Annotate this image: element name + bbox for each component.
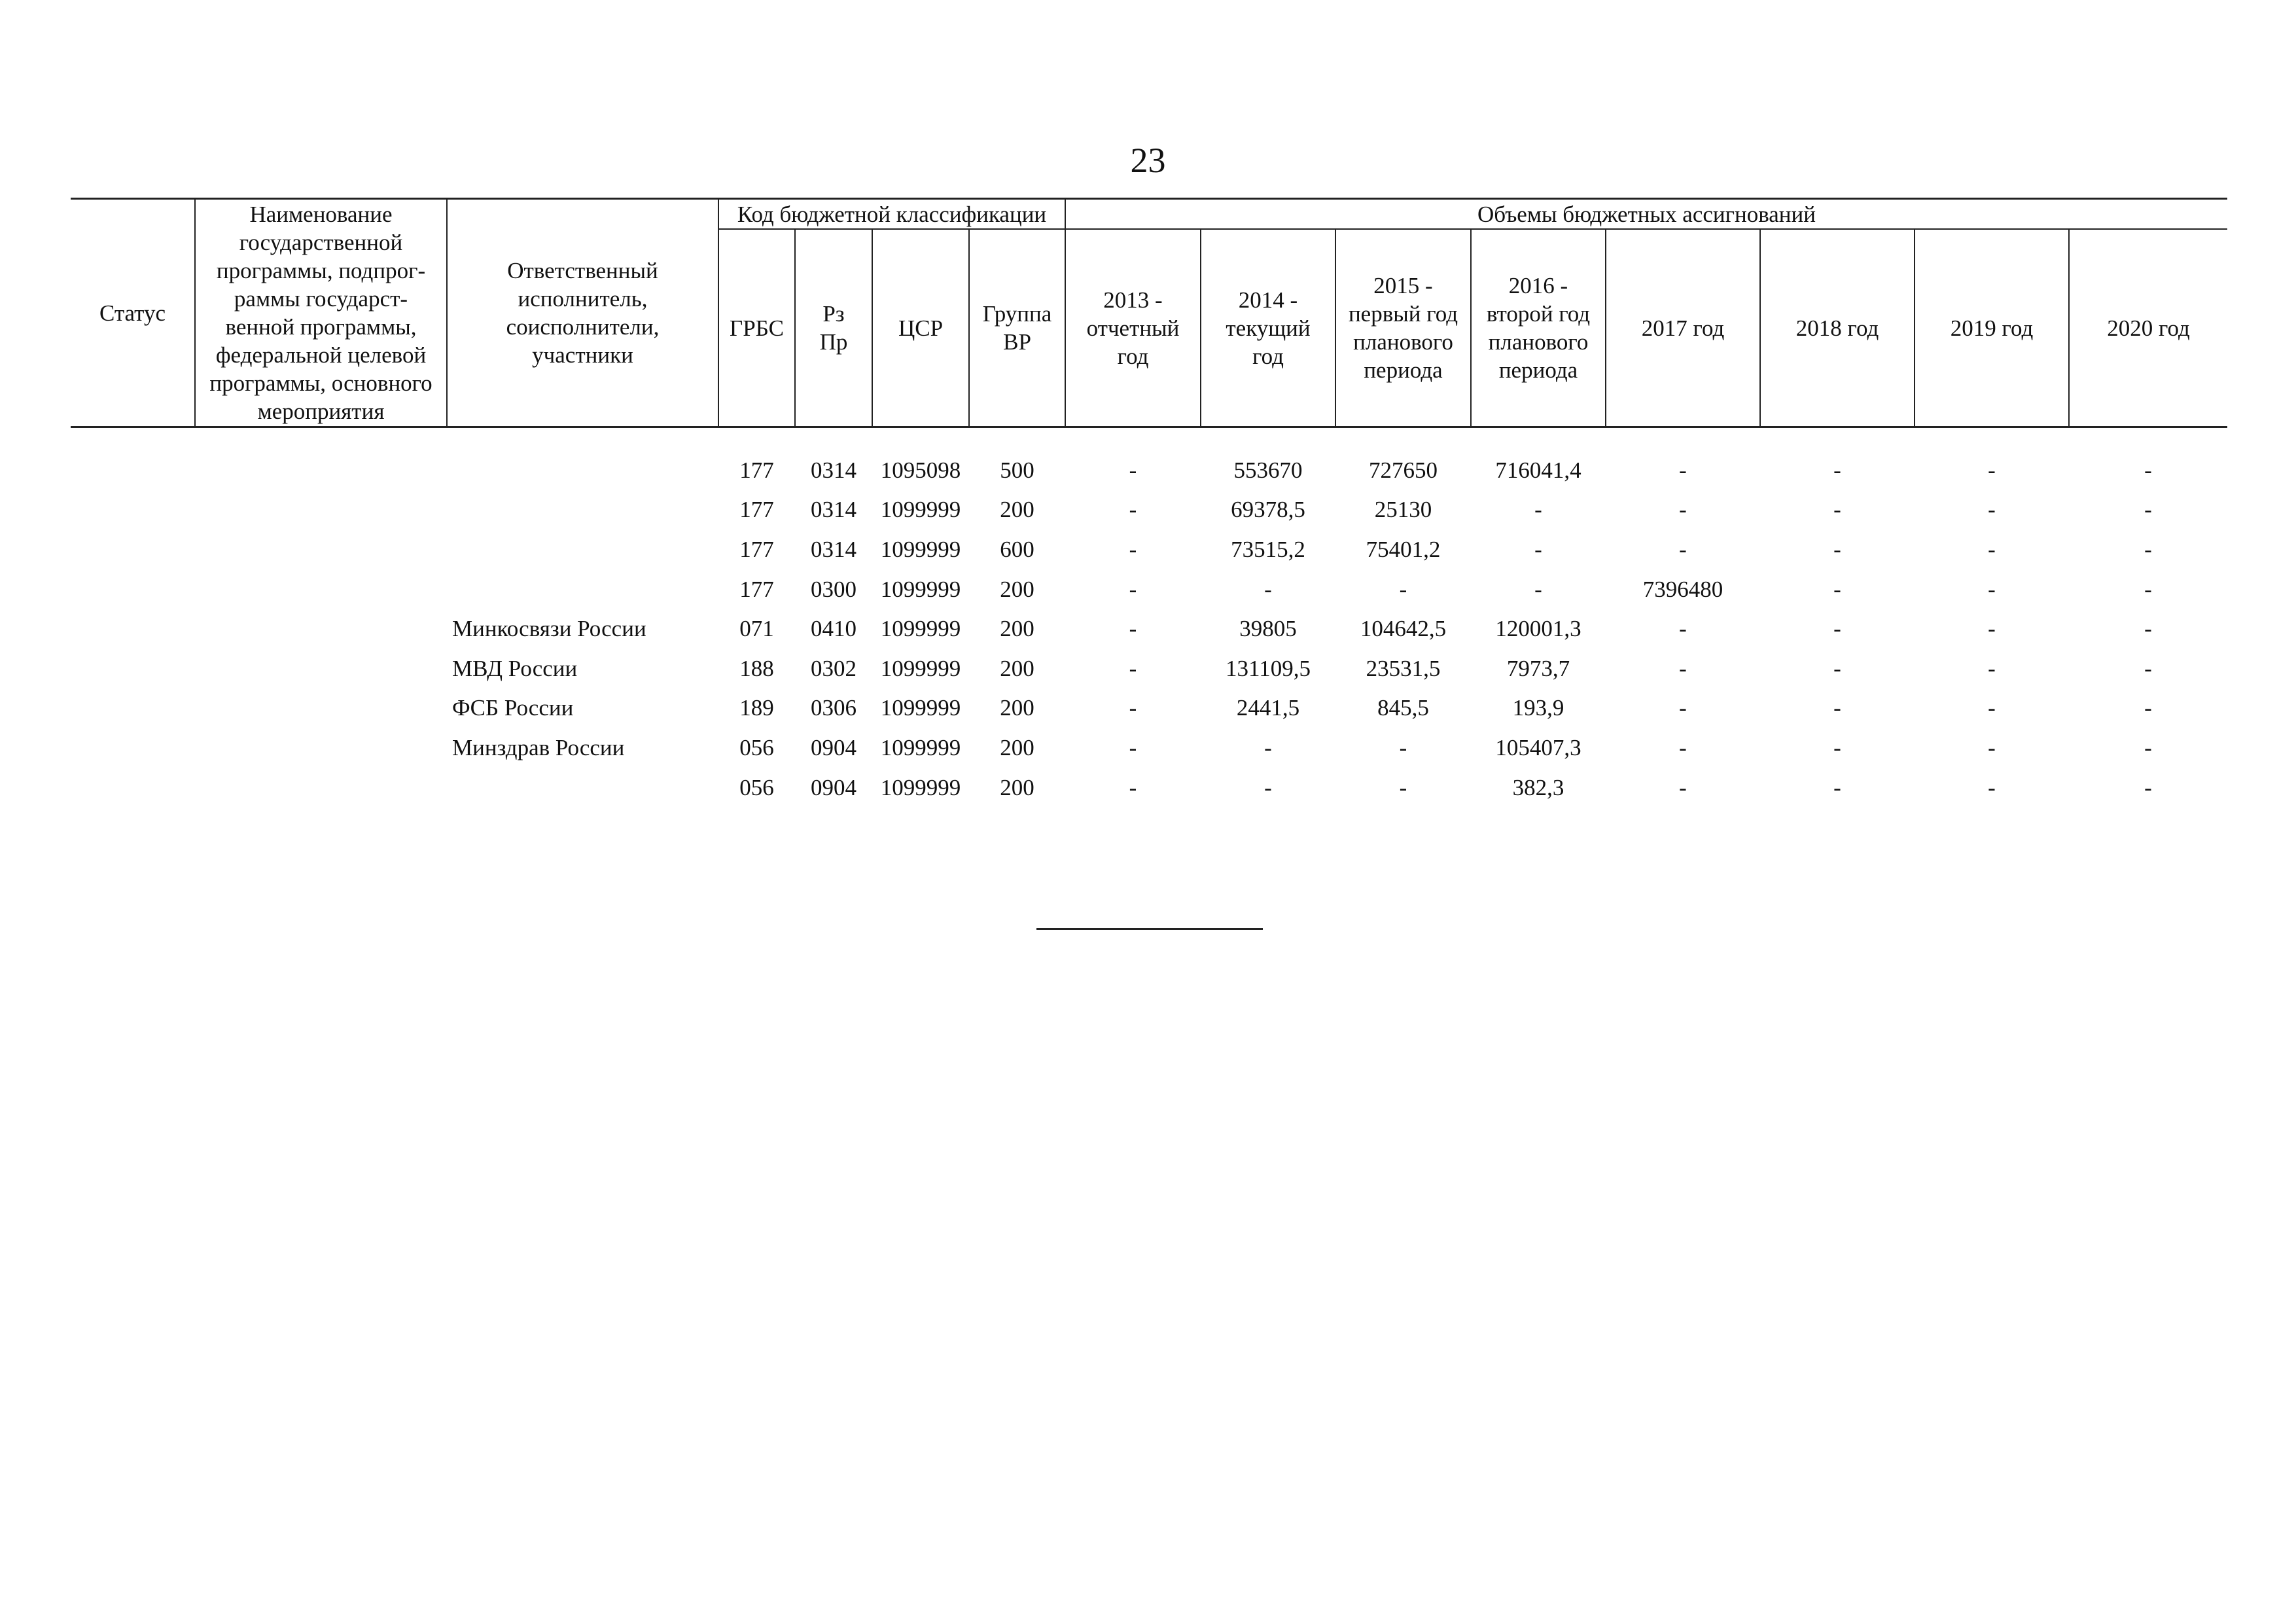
cell-amount-2013: - — [1129, 457, 1137, 483]
cell-rzpr: 0302 — [811, 655, 857, 681]
cell-program-name — [195, 688, 447, 728]
cell-amount-2020: - — [2144, 695, 2152, 721]
cell-csr: 1099999 — [880, 655, 961, 681]
cell-amount-2017: - — [1679, 497, 1687, 523]
cell-vr: 600 — [1000, 536, 1034, 562]
cell-rzpr: 0314 — [811, 457, 857, 483]
cell-status — [71, 490, 195, 530]
cell-amount-2019: - — [1988, 695, 1996, 721]
cell-rzpr: 0314 — [811, 497, 857, 523]
table-row — [71, 450, 2227, 490]
cell-grbs: 177 — [739, 497, 774, 523]
header-year-2020: 2020 год — [2069, 229, 2227, 427]
header-year-2016: 2016 - второй год планового периода — [1471, 229, 1606, 427]
cell-csr: 1099999 — [880, 536, 961, 562]
cell-vr: 200 — [1000, 655, 1034, 681]
cell-vr: 200 — [1000, 734, 1034, 760]
cell-amount-2017: - — [1679, 655, 1687, 681]
cell-amount-2013: - — [1129, 774, 1137, 800]
page-number: 23 — [1130, 141, 1166, 180]
cell-rzpr: 0300 — [811, 576, 857, 602]
cell-program-name — [195, 609, 447, 649]
cell-amount-2014: 2441,5 — [1236, 695, 1300, 721]
cell-amount-2015: 845,5 — [1377, 695, 1429, 721]
cell-amount-2019: - — [1988, 734, 1996, 760]
cell-program-name — [195, 649, 447, 688]
table-row — [71, 609, 2227, 649]
header-executor: Ответственный исполнитель, соисполнители, участники — [447, 199, 718, 427]
cell-csr: 1099999 — [880, 576, 961, 602]
cell-amount-2016: 105407,3 — [1495, 734, 1581, 760]
cell-executor — [447, 490, 718, 530]
cell-amount-2018: - — [1833, 497, 1841, 523]
header-year-2017: 2017 год — [1606, 229, 1760, 427]
cell-amount-2016: - — [1534, 536, 1542, 562]
cell-amount-2013: - — [1129, 695, 1137, 721]
cell-grbs: 189 — [739, 695, 774, 721]
cell-status — [71, 529, 195, 569]
cell-csr: 1099999 — [880, 497, 961, 523]
cell-csr: 1099999 — [880, 616, 961, 642]
table-row — [71, 569, 2227, 609]
cell-amount-2016: - — [1534, 497, 1542, 523]
cell-amount-2019: - — [1988, 655, 1996, 681]
table-row — [71, 768, 2227, 808]
cell-amount-2015: 75401,2 — [1366, 536, 1441, 562]
cell-executor: МВД России — [452, 655, 578, 681]
footer-divider-line — [1036, 928, 1263, 930]
cell-amount-2017: - — [1679, 457, 1687, 483]
cell-amount-2015: - — [1399, 774, 1407, 800]
cell-amount-2016: 193,9 — [1512, 695, 1564, 721]
cell-status — [71, 688, 195, 728]
cell-csr: 1095098 — [880, 457, 961, 483]
cell-amount-2016: 382,3 — [1512, 774, 1564, 800]
cell-amount-2014: 69378,5 — [1231, 497, 1305, 523]
table-spacer-row — [71, 427, 2227, 451]
cell-status — [71, 768, 195, 808]
header-year-2014: 2014 - текущий год — [1201, 229, 1335, 427]
cell-amount-2019: - — [1988, 497, 1996, 523]
header-year-2015: 2015 - первый год планового периода — [1335, 229, 1471, 427]
cell-amount-2018: - — [1833, 536, 1841, 562]
cell-amount-2014: - — [1264, 576, 1272, 602]
budget-allocation-table — [71, 198, 2227, 807]
cell-grbs: 177 — [739, 457, 774, 483]
cell-amount-2018: - — [1833, 695, 1841, 721]
cell-grbs: 071 — [739, 616, 774, 642]
cell-amount-2017: 7396480 — [1642, 576, 1723, 602]
cell-amount-2015: - — [1399, 734, 1407, 760]
header-year-2018: 2018 год — [1760, 229, 1915, 427]
cell-amount-2019: - — [1988, 774, 1996, 800]
cell-rzpr: 0904 — [811, 774, 857, 800]
cell-csr: 1099999 — [880, 695, 961, 721]
cell-amount-2020: - — [2144, 616, 2152, 642]
cell-amount-2016: - — [1534, 576, 1542, 602]
header-year-2019: 2019 год — [1915, 229, 2069, 427]
cell-program-name — [195, 768, 447, 808]
cell-amount-2015: 727650 — [1369, 457, 1438, 483]
cell-amount-2015: - — [1399, 576, 1407, 602]
cell-amount-2014: 39805 — [1239, 616, 1297, 642]
cell-executor: ФСБ России — [452, 695, 574, 721]
cell-vr: 200 — [1000, 774, 1034, 800]
cell-amount-2019: - — [1988, 616, 1996, 642]
cell-status — [71, 609, 195, 649]
cell-amount-2016: 716041,4 — [1495, 457, 1581, 483]
cell-amount-2017: - — [1679, 536, 1687, 562]
cell-program-name — [195, 728, 447, 768]
header-allocations-group: Объемы бюджетных ассигнований — [1065, 199, 2227, 230]
cell-amount-2013: - — [1129, 734, 1137, 760]
cell-amount-2018: - — [1833, 576, 1841, 602]
cell-amount-2019: - — [1988, 576, 1996, 602]
cell-amount-2014: - — [1264, 774, 1272, 800]
cell-amount-2017: - — [1679, 774, 1687, 800]
header-status: Статус — [71, 199, 195, 427]
cell-amount-2013: - — [1129, 616, 1137, 642]
header-rzpr: Рз Пр — [795, 229, 872, 427]
cell-amount-2019: - — [1988, 457, 1996, 483]
cell-amount-2013: - — [1129, 536, 1137, 562]
cell-executor: Минздрав России — [452, 734, 625, 760]
table-row — [71, 649, 2227, 688]
cell-amount-2016: 120001,3 — [1495, 616, 1581, 642]
cell-program-name — [195, 490, 447, 530]
table-body — [71, 427, 2227, 808]
cell-grbs: 188 — [739, 655, 774, 681]
cell-amount-2017: - — [1679, 734, 1687, 760]
cell-amount-2020: - — [2144, 536, 2152, 562]
cell-executor: Минкосвязи России — [452, 616, 646, 642]
cell-amount-2017: - — [1679, 695, 1687, 721]
cell-rzpr: 0306 — [811, 695, 857, 721]
cell-amount-2020: - — [2144, 576, 2152, 602]
cell-status — [71, 569, 195, 609]
cell-amount-2014: 131109,5 — [1226, 655, 1311, 681]
cell-executor — [447, 768, 718, 808]
cell-amount-2016: 7973,7 — [1506, 655, 1570, 681]
header-vr-group: Группа ВР — [969, 229, 1065, 427]
cell-amount-2015: 23531,5 — [1366, 655, 1441, 681]
cell-amount-2020: - — [2144, 457, 2152, 483]
cell-program-name — [195, 569, 447, 609]
cell-grbs: 177 — [739, 576, 774, 602]
cell-executor — [447, 569, 718, 609]
header-budget-code-group: Код бюджетной классификации — [718, 199, 1065, 230]
table-row — [71, 529, 2227, 569]
cell-amount-2020: - — [2144, 734, 2152, 760]
header-grbs: ГРБС — [718, 229, 795, 427]
cell-csr: 1099999 — [880, 734, 961, 760]
cell-amount-2020: - — [2144, 497, 2152, 523]
cell-amount-2020: - — [2144, 774, 2152, 800]
cell-amount-2018: - — [1833, 734, 1841, 760]
cell-amount-2018: - — [1833, 457, 1841, 483]
cell-rzpr: 0314 — [811, 536, 857, 562]
cell-amount-2013: - — [1129, 655, 1137, 681]
cell-amount-2013: - — [1129, 497, 1137, 523]
cell-vr: 200 — [1000, 576, 1034, 602]
cell-amount-2014: - — [1264, 734, 1272, 760]
cell-program-name — [195, 529, 447, 569]
cell-grbs: 177 — [739, 536, 774, 562]
cell-grbs: 056 — [739, 734, 774, 760]
cell-amount-2014: 73515,2 — [1231, 536, 1305, 562]
cell-program-name — [195, 450, 447, 490]
cell-rzpr: 0904 — [811, 734, 857, 760]
cell-amount-2020: - — [2144, 655, 2152, 681]
cell-amount-2018: - — [1833, 774, 1841, 800]
cell-grbs: 056 — [739, 774, 774, 800]
cell-vr: 200 — [1000, 695, 1034, 721]
cell-status — [71, 728, 195, 768]
cell-amount-2014: 553670 — [1233, 457, 1303, 483]
cell-executor — [447, 450, 718, 490]
cell-rzpr: 0410 — [811, 616, 857, 642]
cell-amount-2015: 25130 — [1374, 497, 1432, 523]
cell-amount-2017: - — [1679, 616, 1687, 642]
cell-status — [71, 649, 195, 688]
header-year-2013: 2013 - отчетный год — [1065, 229, 1201, 427]
cell-amount-2018: - — [1833, 655, 1841, 681]
header-program-name: Наименование государственной программы, подпрог- раммы государст- венной программы, федеральной целевой программы, основного мероприятия — [195, 199, 447, 427]
table-row — [71, 490, 2227, 530]
cell-status — [71, 450, 195, 490]
header-csr: ЦСР — [872, 229, 969, 427]
cell-amount-2015: 104642,5 — [1360, 616, 1447, 642]
cell-vr: 500 — [1000, 457, 1034, 483]
table-header — [71, 199, 2227, 427]
cell-vr: 200 — [1000, 497, 1034, 523]
table-row — [71, 688, 2227, 728]
cell-amount-2013: - — [1129, 576, 1137, 602]
cell-amount-2018: - — [1833, 616, 1841, 642]
cell-csr: 1099999 — [880, 774, 961, 800]
table-row — [71, 728, 2227, 768]
cell-amount-2019: - — [1988, 536, 1996, 562]
cell-executor — [447, 529, 718, 569]
cell-vr: 200 — [1000, 616, 1034, 642]
